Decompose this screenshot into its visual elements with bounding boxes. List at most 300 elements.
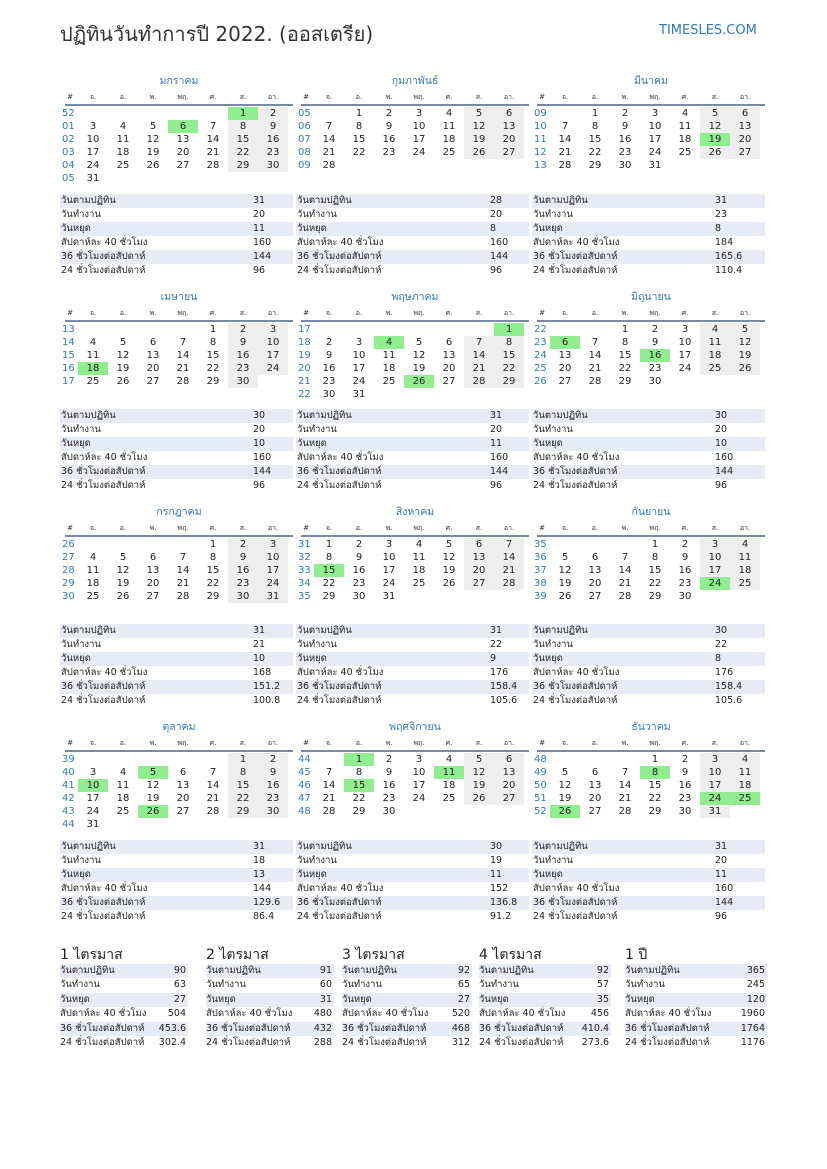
- day-cell[interactable]: 5: [561, 552, 569, 563]
- day-cell[interactable]: 15: [228, 779, 258, 792]
- day-cell[interactable]: 23: [648, 363, 662, 374]
- day-cell[interactable]: 16: [352, 565, 366, 576]
- day-cell[interactable]: 21: [206, 147, 220, 158]
- day-cell[interactable]: 30: [228, 590, 258, 603]
- day-cell[interactable]: 11: [730, 551, 760, 564]
- day-cell[interactable]: 11: [442, 121, 456, 132]
- day-cell[interactable]: 13: [146, 350, 160, 361]
- day-cell[interactable]: 31: [382, 591, 396, 602]
- day-cell[interactable]: 2: [228, 323, 258, 336]
- day-cell[interactable]: 27: [442, 376, 456, 387]
- day-cell[interactable]: 25: [382, 376, 396, 387]
- day-cell[interactable]: 27: [464, 577, 494, 590]
- day-cell[interactable]: 25: [412, 578, 426, 589]
- day-cell[interactable]: 20: [146, 363, 160, 374]
- day-cell[interactable]: 8: [355, 121, 363, 132]
- day-cell[interactable]: 21: [494, 564, 524, 577]
- day-cell[interactable]: 27: [176, 806, 190, 817]
- day-cell[interactable]: 25: [442, 793, 456, 804]
- day-cell[interactable]: 27: [146, 376, 160, 387]
- day-cell[interactable]: 12: [116, 350, 130, 361]
- day-cell[interactable]: 14: [494, 551, 524, 564]
- day-cell[interactable]: 22: [494, 362, 524, 375]
- day-cell[interactable]: 22: [228, 146, 258, 159]
- day-cell[interactable]: 26: [700, 146, 730, 159]
- day-cell[interactable]: 4: [730, 753, 760, 766]
- day-cell[interactable]: 13: [588, 565, 602, 576]
- day-cell[interactable]: 23: [258, 146, 288, 159]
- day-cell[interactable]: 10: [412, 767, 426, 778]
- day-cell[interactable]: 25: [86, 376, 100, 387]
- day-cell[interactable]: 19: [558, 793, 572, 804]
- day-cell[interactable]: 2: [681, 754, 689, 765]
- day-cell[interactable]: 31: [352, 389, 366, 400]
- day-cell[interactable]: 12: [116, 565, 130, 576]
- day-cell[interactable]: 8: [591, 121, 599, 132]
- day-cell[interactable]: 10: [258, 336, 288, 349]
- day-cell[interactable]: 20: [588, 793, 602, 804]
- holiday-day[interactable]: 11: [434, 766, 464, 779]
- day-cell[interactable]: 8: [325, 552, 333, 563]
- day-cell[interactable]: 3: [385, 539, 393, 550]
- day-cell[interactable]: 23: [352, 578, 366, 589]
- day-cell[interactable]: 26: [116, 591, 130, 602]
- day-cell[interactable]: 4: [730, 538, 760, 551]
- brand-link[interactable]: TIMESLES.COM: [659, 23, 757, 38]
- day-cell[interactable]: 19: [116, 363, 130, 374]
- holiday-day[interactable]: 5: [138, 766, 168, 779]
- day-cell[interactable]: 6: [464, 538, 494, 551]
- day-cell[interactable]: 1: [209, 539, 217, 550]
- day-cell[interactable]: 7: [464, 336, 494, 349]
- day-cell[interactable]: 17: [258, 564, 288, 577]
- holiday-day[interactable]: 15: [344, 779, 374, 792]
- day-cell[interactable]: 14: [176, 565, 190, 576]
- day-cell[interactable]: 12: [730, 336, 760, 349]
- day-cell[interactable]: 31: [258, 590, 288, 603]
- day-cell[interactable]: 16: [258, 133, 288, 146]
- day-cell[interactable]: 15: [618, 350, 632, 361]
- day-cell[interactable]: 8: [651, 552, 659, 563]
- day-cell[interactable]: 12: [464, 120, 494, 133]
- day-cell[interactable]: 13: [464, 551, 494, 564]
- day-cell[interactable]: 23: [382, 793, 396, 804]
- day-cell[interactable]: 24: [678, 363, 692, 374]
- day-cell[interactable]: 17: [86, 147, 100, 158]
- day-cell[interactable]: 17: [678, 350, 692, 361]
- day-cell[interactable]: 21: [322, 147, 336, 158]
- day-cell[interactable]: 29: [322, 591, 336, 602]
- day-cell[interactable]: 23: [228, 362, 258, 375]
- day-cell[interactable]: 16: [228, 564, 258, 577]
- day-cell[interactable]: 1: [651, 539, 659, 550]
- day-cell[interactable]: 13: [146, 565, 160, 576]
- holiday-day[interactable]: 4: [374, 336, 404, 349]
- day-cell[interactable]: 24: [648, 147, 662, 158]
- day-cell[interactable]: 5: [149, 121, 157, 132]
- day-cell[interactable]: 13: [176, 780, 190, 791]
- day-cell[interactable]: 29: [228, 805, 258, 818]
- day-cell[interactable]: 9: [325, 350, 333, 361]
- day-cell[interactable]: 21: [176, 578, 190, 589]
- day-cell[interactable]: 7: [179, 337, 187, 348]
- day-cell[interactable]: 26: [116, 376, 130, 387]
- day-cell[interactable]: 9: [258, 120, 288, 133]
- day-cell[interactable]: 9: [681, 552, 689, 563]
- day-cell[interactable]: 23: [618, 147, 632, 158]
- day-cell[interactable]: 29: [648, 806, 662, 817]
- day-cell[interactable]: 16: [322, 363, 336, 374]
- day-cell[interactable]: 2: [621, 108, 629, 119]
- day-cell[interactable]: 27: [494, 146, 524, 159]
- day-cell[interactable]: 21: [618, 578, 632, 589]
- day-cell[interactable]: 15: [648, 565, 662, 576]
- day-cell[interactable]: 10: [700, 551, 730, 564]
- day-cell[interactable]: 20: [558, 363, 572, 374]
- day-cell[interactable]: 17: [382, 565, 396, 576]
- day-cell[interactable]: 5: [119, 552, 127, 563]
- holiday-day[interactable]: 26: [404, 375, 434, 388]
- day-cell[interactable]: 7: [325, 121, 333, 132]
- day-cell[interactable]: 22: [352, 793, 366, 804]
- day-cell[interactable]: 10: [86, 134, 100, 145]
- day-cell[interactable]: 30: [352, 591, 366, 602]
- day-cell[interactable]: 18: [678, 134, 692, 145]
- day-cell[interactable]: 5: [464, 753, 494, 766]
- day-cell[interactable]: 12: [442, 552, 456, 563]
- day-cell[interactable]: 3: [700, 538, 730, 551]
- day-cell[interactable]: 10: [678, 337, 692, 348]
- day-cell[interactable]: 12: [700, 120, 730, 133]
- day-cell[interactable]: 21: [618, 793, 632, 804]
- day-cell[interactable]: 10: [648, 121, 662, 132]
- day-cell[interactable]: 7: [621, 767, 629, 778]
- day-cell[interactable]: 29: [228, 159, 258, 172]
- day-cell[interactable]: 11: [116, 134, 130, 145]
- day-cell[interactable]: 11: [678, 121, 692, 132]
- day-cell[interactable]: 6: [445, 337, 453, 348]
- day-cell[interactable]: 29: [494, 375, 524, 388]
- day-cell[interactable]: 28: [206, 806, 220, 817]
- day-cell[interactable]: 12: [146, 780, 160, 791]
- day-cell[interactable]: 13: [494, 120, 524, 133]
- day-cell[interactable]: 2: [385, 108, 393, 119]
- day-cell[interactable]: 15: [494, 349, 524, 362]
- day-cell[interactable]: 14: [322, 780, 336, 791]
- day-cell[interactable]: 7: [494, 538, 524, 551]
- day-cell[interactable]: 25: [116, 160, 130, 171]
- day-cell[interactable]: 14: [206, 134, 220, 145]
- day-cell[interactable]: 6: [591, 552, 599, 563]
- day-cell[interactable]: 19: [116, 578, 130, 589]
- day-cell[interactable]: 13: [730, 120, 760, 133]
- day-cell[interactable]: 5: [700, 107, 730, 120]
- day-cell[interactable]: 22: [618, 363, 632, 374]
- day-cell[interactable]: 17: [412, 780, 426, 791]
- day-cell[interactable]: 26: [730, 362, 760, 375]
- day-cell[interactable]: 20: [176, 147, 190, 158]
- day-cell[interactable]: 29: [206, 376, 220, 387]
- day-cell[interactable]: 3: [700, 753, 730, 766]
- day-cell[interactable]: 30: [678, 806, 692, 817]
- day-cell[interactable]: 30: [618, 160, 632, 171]
- day-cell[interactable]: 17: [412, 134, 426, 145]
- day-cell[interactable]: 20: [494, 133, 524, 146]
- day-cell[interactable]: 12: [558, 780, 572, 791]
- day-cell[interactable]: 2: [258, 753, 288, 766]
- day-cell[interactable]: 11: [116, 780, 130, 791]
- day-cell[interactable]: 16: [258, 779, 288, 792]
- day-cell[interactable]: 7: [561, 121, 569, 132]
- day-cell[interactable]: 15: [228, 133, 258, 146]
- day-cell[interactable]: 21: [588, 363, 602, 374]
- day-cell[interactable]: 16: [382, 134, 396, 145]
- day-cell[interactable]: 4: [89, 337, 97, 348]
- day-cell[interactable]: 28: [176, 591, 190, 602]
- day-cell[interactable]: 21: [558, 147, 572, 158]
- day-cell[interactable]: 4: [415, 539, 423, 550]
- day-cell[interactable]: 16: [618, 134, 632, 145]
- day-cell[interactable]: 31: [86, 819, 100, 830]
- day-cell[interactable]: 24: [86, 160, 100, 171]
- holiday-day[interactable]: 15: [314, 564, 344, 577]
- day-cell[interactable]: 25: [86, 591, 100, 602]
- day-cell[interactable]: 25: [700, 362, 730, 375]
- day-cell[interactable]: 30: [258, 805, 288, 818]
- day-cell[interactable]: 22: [206, 363, 220, 374]
- day-cell[interactable]: 23: [678, 793, 692, 804]
- day-cell[interactable]: 28: [322, 806, 336, 817]
- holiday-day[interactable]: 1: [228, 107, 258, 120]
- day-cell[interactable]: 13: [442, 350, 456, 361]
- day-cell[interactable]: 21: [176, 363, 190, 374]
- day-cell[interactable]: 18: [442, 134, 456, 145]
- holiday-day[interactable]: 1: [494, 323, 524, 336]
- day-cell[interactable]: 1: [209, 324, 217, 335]
- day-cell[interactable]: 1: [325, 539, 333, 550]
- day-cell[interactable]: 28: [464, 375, 494, 388]
- day-cell[interactable]: 30: [322, 389, 336, 400]
- day-cell[interactable]: 5: [730, 323, 760, 336]
- day-cell[interactable]: 2: [258, 107, 288, 120]
- day-cell[interactable]: 11: [382, 350, 396, 361]
- day-cell[interactable]: 13: [494, 766, 524, 779]
- day-cell[interactable]: 18: [730, 564, 760, 577]
- day-cell[interactable]: 8: [209, 337, 217, 348]
- day-cell[interactable]: 20: [588, 578, 602, 589]
- day-cell[interactable]: 22: [322, 578, 336, 589]
- day-cell[interactable]: 26: [464, 792, 494, 805]
- day-cell[interactable]: 11: [700, 336, 730, 349]
- day-cell[interactable]: 22: [588, 147, 602, 158]
- day-cell[interactable]: 30: [678, 591, 692, 602]
- day-cell[interactable]: 31: [648, 160, 662, 171]
- day-cell[interactable]: 19: [146, 147, 160, 158]
- day-cell[interactable]: 22: [648, 793, 662, 804]
- day-cell[interactable]: 1: [228, 753, 258, 766]
- day-cell[interactable]: 2: [651, 324, 659, 335]
- day-cell[interactable]: 27: [588, 806, 602, 817]
- day-cell[interactable]: 19: [146, 793, 160, 804]
- day-cell[interactable]: 27: [494, 792, 524, 805]
- day-cell[interactable]: 3: [415, 754, 423, 765]
- day-cell[interactable]: 23: [382, 147, 396, 158]
- day-cell[interactable]: 25: [730, 577, 760, 590]
- day-cell[interactable]: 7: [209, 121, 217, 132]
- day-cell[interactable]: 6: [494, 753, 524, 766]
- day-cell[interactable]: 13: [176, 134, 190, 145]
- day-cell[interactable]: 4: [445, 754, 453, 765]
- day-cell[interactable]: 4: [119, 767, 127, 778]
- day-cell[interactable]: 26: [558, 591, 572, 602]
- day-cell[interactable]: 9: [681, 767, 689, 778]
- day-cell[interactable]: 24: [352, 376, 366, 387]
- day-cell[interactable]: 2: [355, 539, 363, 550]
- day-cell[interactable]: 5: [561, 767, 569, 778]
- day-cell[interactable]: 19: [464, 133, 494, 146]
- day-cell[interactable]: 20: [730, 133, 760, 146]
- day-cell[interactable]: 27: [588, 591, 602, 602]
- day-cell[interactable]: 21: [206, 793, 220, 804]
- day-cell[interactable]: 8: [209, 552, 217, 563]
- day-cell[interactable]: 9: [258, 766, 288, 779]
- day-cell[interactable]: 3: [89, 121, 97, 132]
- day-cell[interactable]: 2: [228, 538, 258, 551]
- day-cell[interactable]: 9: [355, 552, 363, 563]
- day-cell[interactable]: 9: [621, 121, 629, 132]
- day-cell[interactable]: 5: [119, 337, 127, 348]
- day-cell[interactable]: 24: [86, 806, 100, 817]
- day-cell[interactable]: 28: [618, 806, 632, 817]
- holiday-day[interactable]: 24: [700, 792, 730, 805]
- day-cell[interactable]: 31: [700, 805, 730, 818]
- day-cell[interactable]: 10: [352, 350, 366, 361]
- day-cell[interactable]: 8: [228, 120, 258, 133]
- day-cell[interactable]: 10: [412, 121, 426, 132]
- day-cell[interactable]: 18: [412, 565, 426, 576]
- day-cell[interactable]: 1: [621, 324, 629, 335]
- day-cell[interactable]: 28: [176, 376, 190, 387]
- day-cell[interactable]: 25: [678, 147, 692, 158]
- day-cell[interactable]: 22: [206, 578, 220, 589]
- day-cell[interactable]: 1: [651, 754, 659, 765]
- day-cell[interactable]: 24: [258, 362, 288, 375]
- day-cell[interactable]: 27: [146, 591, 160, 602]
- day-cell[interactable]: 3: [355, 337, 363, 348]
- day-cell[interactable]: 14: [322, 134, 336, 145]
- day-cell[interactable]: 14: [618, 780, 632, 791]
- day-cell[interactable]: 27: [558, 376, 572, 387]
- day-cell[interactable]: 14: [558, 134, 572, 145]
- day-cell[interactable]: 23: [322, 376, 336, 387]
- day-cell[interactable]: 25: [442, 147, 456, 158]
- day-cell[interactable]: 19: [412, 363, 426, 374]
- day-cell[interactable]: 24: [412, 793, 426, 804]
- day-cell[interactable]: 6: [591, 767, 599, 778]
- day-cell[interactable]: 7: [591, 337, 599, 348]
- day-cell[interactable]: 9: [385, 121, 393, 132]
- day-cell[interactable]: 7: [325, 767, 333, 778]
- day-cell[interactable]: 1: [591, 108, 599, 119]
- day-cell[interactable]: 8: [355, 767, 363, 778]
- day-cell[interactable]: 27: [730, 146, 760, 159]
- day-cell[interactable]: 26: [146, 160, 160, 171]
- day-cell[interactable]: 23: [678, 578, 692, 589]
- day-cell[interactable]: 15: [206, 350, 220, 361]
- day-cell[interactable]: 28: [588, 376, 602, 387]
- day-cell[interactable]: 20: [176, 793, 190, 804]
- day-cell[interactable]: 24: [258, 577, 288, 590]
- day-cell[interactable]: 28: [558, 160, 572, 171]
- day-cell[interactable]: 29: [206, 591, 220, 602]
- day-cell[interactable]: 9: [228, 336, 258, 349]
- day-cell[interactable]: 11: [412, 552, 426, 563]
- day-cell[interactable]: 6: [730, 107, 760, 120]
- day-cell[interactable]: 14: [588, 350, 602, 361]
- holiday-day[interactable]: 6: [550, 336, 580, 349]
- day-cell[interactable]: 20: [464, 564, 494, 577]
- day-cell[interactable]: 11: [86, 565, 100, 576]
- day-cell[interactable]: 7: [209, 767, 217, 778]
- day-cell[interactable]: 18: [442, 780, 456, 791]
- day-cell[interactable]: 14: [618, 565, 632, 576]
- day-cell[interactable]: 3: [415, 108, 423, 119]
- day-cell[interactable]: 28: [322, 160, 336, 171]
- day-cell[interactable]: 13: [588, 780, 602, 791]
- day-cell[interactable]: 9: [651, 337, 659, 348]
- day-cell[interactable]: 6: [179, 767, 187, 778]
- day-cell[interactable]: 19: [464, 779, 494, 792]
- day-cell[interactable]: 24: [412, 147, 426, 158]
- day-cell[interactable]: 14: [206, 780, 220, 791]
- day-cell[interactable]: 15: [352, 134, 366, 145]
- holiday-day[interactable]: 24: [700, 577, 730, 590]
- day-cell[interactable]: 4: [89, 552, 97, 563]
- day-cell[interactable]: 2: [325, 337, 333, 348]
- day-cell[interactable]: 31: [86, 173, 100, 184]
- day-cell[interactable]: 14: [176, 350, 190, 361]
- day-cell[interactable]: 12: [464, 766, 494, 779]
- day-cell[interactable]: 9: [385, 767, 393, 778]
- day-cell[interactable]: 4: [445, 108, 453, 119]
- day-cell[interactable]: 3: [681, 324, 689, 335]
- day-cell[interactable]: 17: [86, 793, 100, 804]
- day-cell[interactable]: 8: [228, 766, 258, 779]
- day-cell[interactable]: 17: [648, 134, 662, 145]
- day-cell[interactable]: 16: [228, 349, 258, 362]
- day-cell[interactable]: 23: [258, 792, 288, 805]
- day-cell[interactable]: 25: [116, 806, 130, 817]
- day-cell[interactable]: 6: [149, 337, 157, 348]
- day-cell[interactable]: 26: [442, 578, 456, 589]
- holiday-day[interactable]: 6: [168, 120, 198, 133]
- day-cell[interactable]: 17: [700, 779, 730, 792]
- day-cell[interactable]: 30: [382, 806, 396, 817]
- day-cell[interactable]: 3: [258, 323, 288, 336]
- day-cell[interactable]: 10: [258, 551, 288, 564]
- day-cell[interactable]: 7: [179, 552, 187, 563]
- day-cell[interactable]: 4: [119, 121, 127, 132]
- holiday-day[interactable]: 26: [550, 805, 580, 818]
- day-cell[interactable]: 16: [678, 780, 692, 791]
- day-cell[interactable]: 28: [618, 591, 632, 602]
- day-cell[interactable]: 3: [651, 108, 659, 119]
- day-cell[interactable]: 28: [206, 160, 220, 171]
- day-cell[interactable]: 5: [445, 539, 453, 550]
- day-cell[interactable]: 6: [494, 107, 524, 120]
- day-cell[interactable]: 3: [258, 538, 288, 551]
- day-cell[interactable]: 18: [382, 363, 396, 374]
